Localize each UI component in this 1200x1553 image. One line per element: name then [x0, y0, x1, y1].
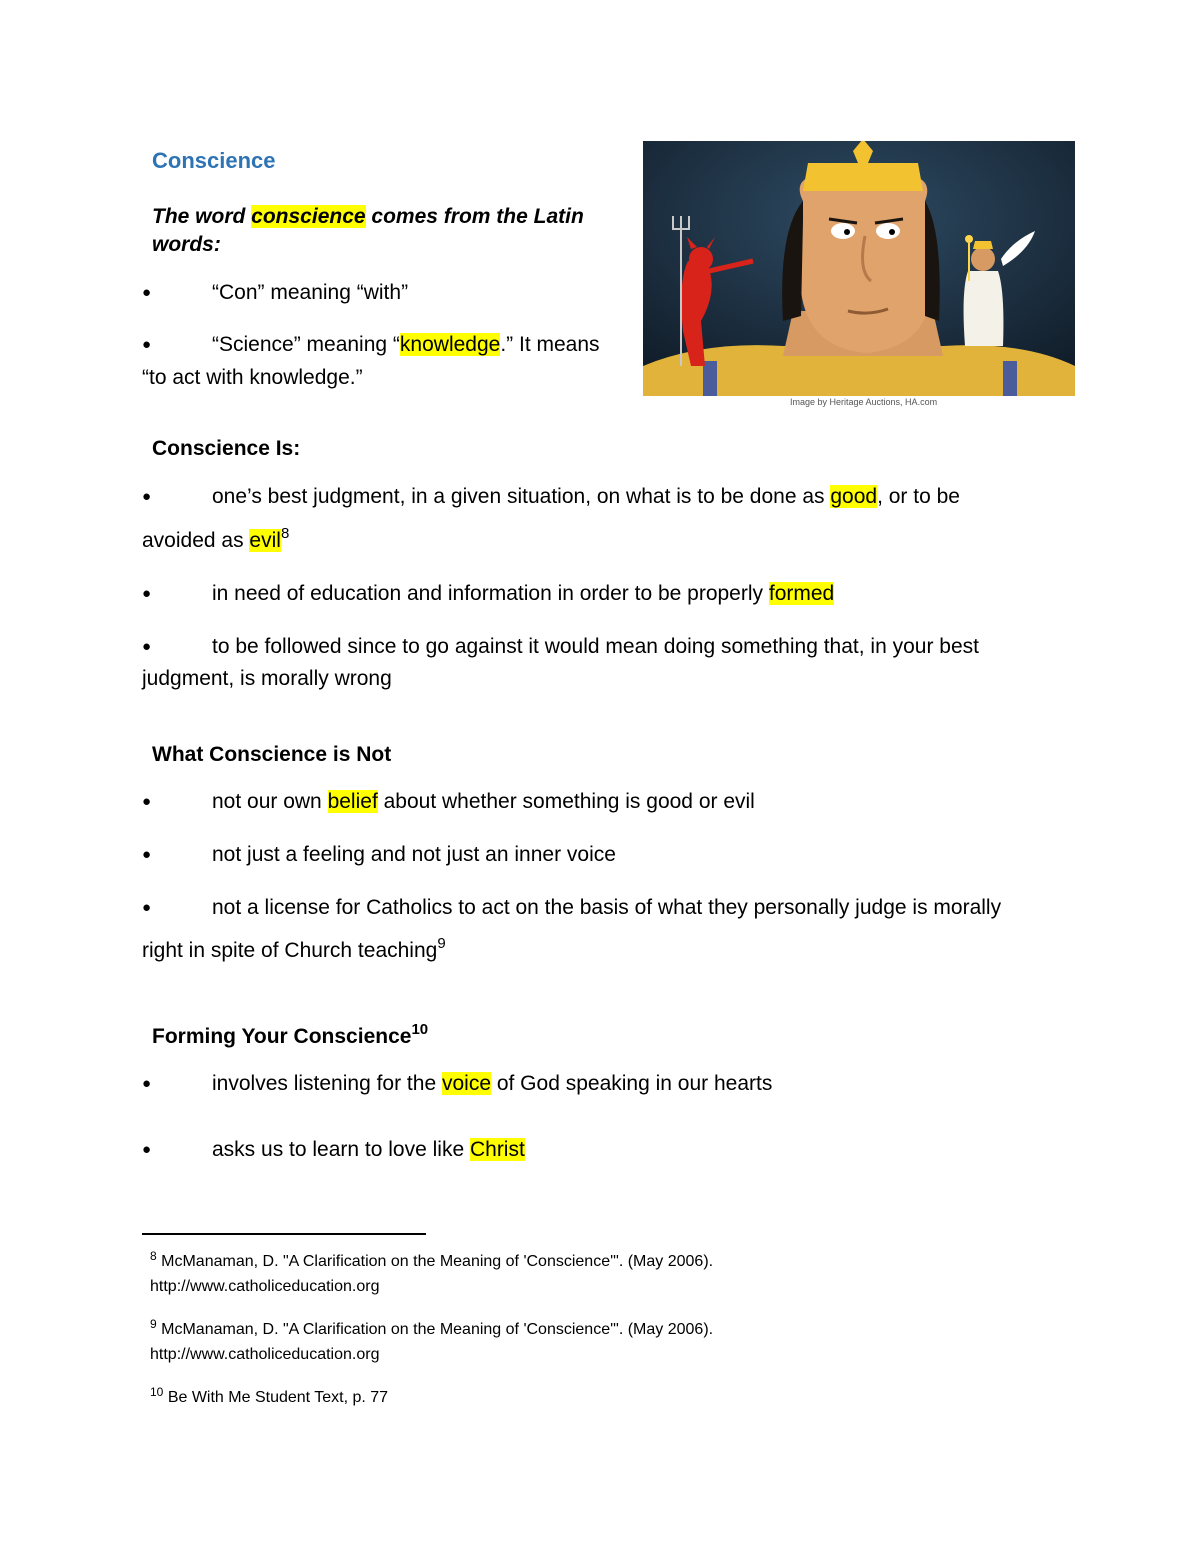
list-item [212, 789, 755, 815]
bullet: ● [142, 1141, 152, 1158]
footnote-8-link[interactable]: http://www.catholiceducation.org [150, 1278, 380, 1295]
illustration [643, 141, 1075, 396]
footnote-9-link[interactable]: http://www.catholiceducation.org [150, 1346, 380, 1363]
intro-highlight: conscience [251, 205, 366, 228]
image-credit: Image by Heritage Auctions, HA.com [790, 397, 938, 407]
footnote-8 [150, 1251, 713, 1273]
bullet: ● [142, 336, 152, 353]
item-post: , or to be [877, 485, 960, 508]
item-pre: in need of education and information in order to be properly [212, 582, 769, 605]
item-highlight: evil [249, 529, 281, 552]
section-heading-forming [152, 1021, 429, 1050]
footnote-text: McManaman, D. "A Clarification on the Meaning of 'Conscience'". (May 2006). [161, 1321, 714, 1338]
list-item: not a license for Catholics to act on the basis of what they personally judge is morally [212, 896, 1002, 919]
item-highlight: belief [327, 790, 378, 813]
item-highlight: voice [441, 1072, 491, 1095]
page-title: Conscience [152, 148, 276, 173]
list-item-line-2: “to act with knowledge.” [142, 366, 363, 389]
bullet: ● [142, 585, 152, 602]
section-heading-is: Conscience Is: [152, 437, 301, 460]
bullet: ● [142, 846, 152, 863]
item-highlight: good [830, 485, 878, 508]
list-item: not just a feeling and not just an inner voice [212, 843, 616, 866]
cartoon-illustration [643, 141, 1075, 396]
list-item [212, 484, 960, 510]
item-highlight: Christ [469, 1138, 525, 1161]
list-item [212, 332, 600, 358]
item-highlight: knowledge [399, 333, 501, 356]
item-pre: right in spite of Church teaching [142, 939, 438, 962]
footnote-10 [150, 1387, 388, 1409]
item-pre: asks us to learn to love like [212, 1138, 470, 1161]
item-post: about whether something is good or evil [377, 790, 755, 813]
heading-text: Forming Your Conscience [152, 1025, 412, 1048]
list-item-line-2 [142, 525, 290, 554]
bullet: ● [142, 1075, 152, 1092]
item-post: of God speaking in our hearts [491, 1072, 773, 1095]
item-post: .” It means [500, 333, 600, 356]
bullet: ● [142, 638, 152, 655]
footnote-ref[interactable]: 8 [280, 525, 290, 542]
intro-line-2: words: [152, 233, 221, 256]
list-item-line-2 [142, 935, 446, 964]
item-highlight: formed [768, 582, 835, 605]
item-pre: involves listening for the [212, 1072, 442, 1095]
footnote-number: 10 [150, 1385, 164, 1399]
list-item [212, 1137, 525, 1163]
section-heading-not: What Conscience is Not [152, 743, 392, 766]
item-pre: “Science” meaning “ [212, 333, 400, 356]
intro-pre: The word [152, 205, 252, 228]
list-item: to be followed since to go against it would mean doing something that, in your best [212, 635, 979, 658]
intro-post: comes from the Latin [365, 205, 584, 228]
item-pre: avoided as [142, 529, 250, 552]
list-item [212, 581, 834, 607]
list-item [212, 1071, 772, 1097]
bullet: ● [142, 284, 152, 301]
item-pre: one’s best judgment, in a given situation, on what is to be done as [212, 485, 831, 508]
intro-line [152, 204, 584, 230]
bullet: ● [142, 488, 152, 505]
list-item-line-2: judgment, is morally wrong [142, 667, 392, 690]
bullet: ● [142, 899, 152, 916]
list-item: “Con” meaning “with” [212, 281, 409, 304]
footnote-ref[interactable]: 10 [411, 1021, 429, 1038]
bullet: ● [142, 793, 152, 810]
footnote-text: Be With Me Student Text, p. 77 [167, 1389, 389, 1406]
footnote-separator [142, 1233, 426, 1235]
footnote-number: 9 [150, 1317, 157, 1331]
item-pre: not our own [212, 790, 328, 813]
footnote-9 [150, 1319, 713, 1341]
footnote-text: McManaman, D. "A Clarification on the Meaning of 'Conscience'". (May 2006). [161, 1253, 714, 1270]
footnote-ref[interactable]: 9 [437, 935, 446, 952]
footnote-number: 8 [150, 1249, 157, 1263]
